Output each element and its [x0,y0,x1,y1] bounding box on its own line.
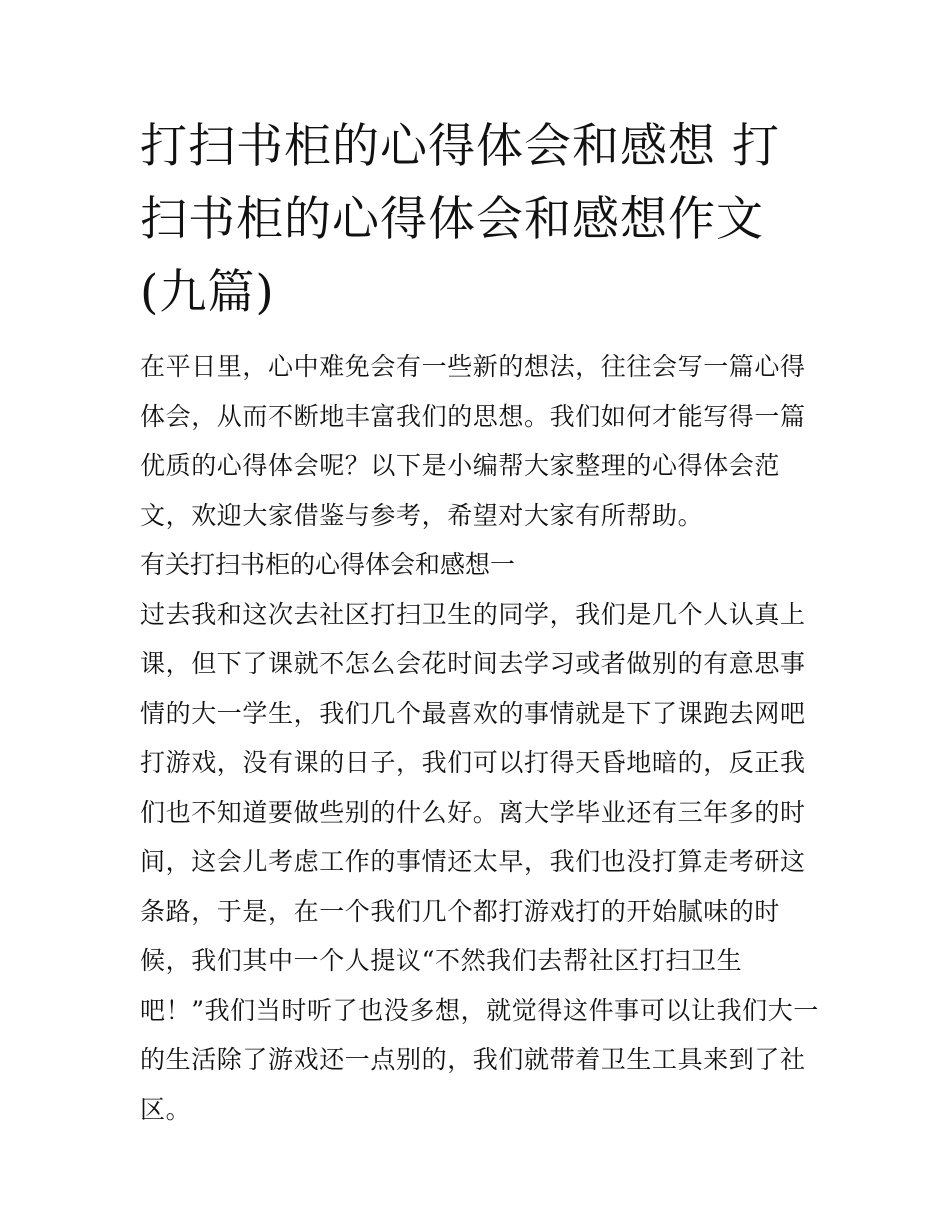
body-paragraph: 过去我和这次去社区打扫卫生的同学，我们是几个人认真上课，但下了课就不怎么会花时间去学习或者做别的有意思事情的大一学生，我们几个最喜欢的事情就是下了课跑去网吧打游戏，没有课的日子，我们可以打得天昏地暗的，反正我们也不知道要做些别的什么好。离大学毕业还有三年多的时间，这会儿考虑工作的事情还太早，我们也没打算走考研这条路，于是，在一个我们几个都打游戏打的开始腻味的时候，我们其中一个人提议“不然我们去帮社区打扫卫生吧！”我们当时听了也没多想，就觉得这件事可以让我们大一的生活除了游戏还一点别的，我们就带着卫生工具来到了社区。 [140,599,819,1124]
document-title: 打扫书柜的心得体会和感想 打扫书柜的心得体会和感想作文(九篇) [140,119,780,320]
document-page [140,110,820,1134]
intro-paragraph: 在平日里，心中难免会有一些新的想法，往往会写一篇心得体会，从而不断地丰富我们的思想。我们如何才能写得一篇优质的心得体会呢？以下是小编帮大家整理的心得体会范文，欢迎大家借鉴与参考，希望对大家有所帮助。 [140,352,806,530]
section-heading: 有关打扫书柜的心得体会和感想一 [140,550,516,579]
